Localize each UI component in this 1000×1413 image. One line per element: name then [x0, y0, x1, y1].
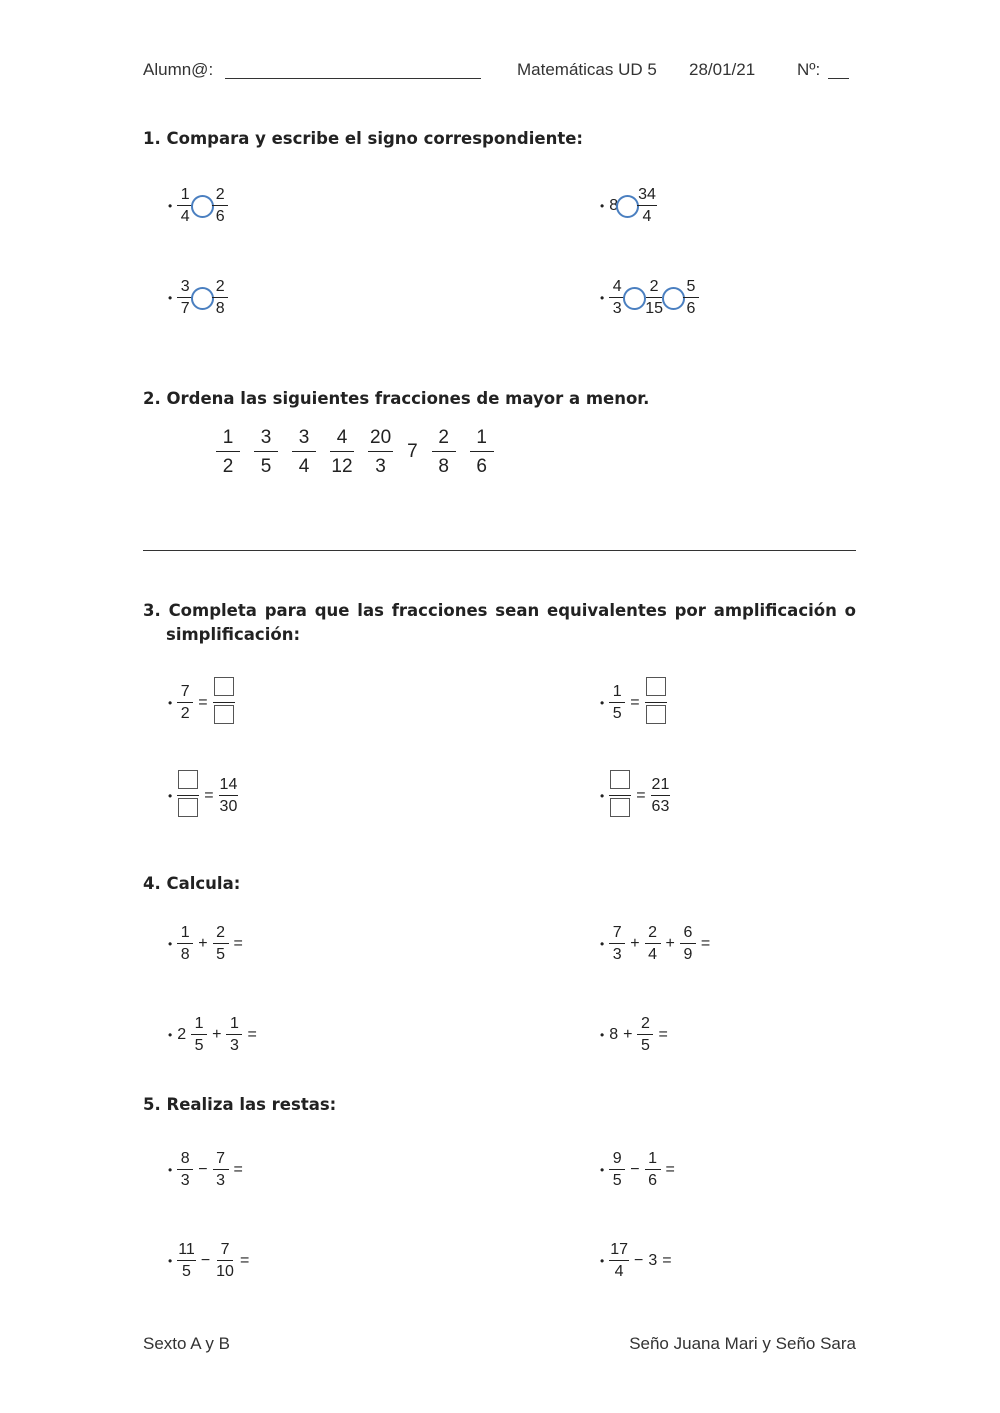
fraction: $\frac{6}{9}$	[680, 925, 696, 963]
equals-sign: =	[658, 1026, 668, 1043]
minus-sign: −	[634, 1252, 644, 1269]
equals-sign: =	[700, 935, 711, 952]
fraction: $\frac{1}{4}$	[177, 187, 193, 225]
exercise-5d	[600, 1242, 677, 1280]
fraction: $\frac{1}{2}$	[216, 428, 240, 476]
fraction: $\frac{7}{2}$	[177, 684, 193, 722]
section-1-title: 1. Compara y escribe el signo correspondiente:	[143, 129, 584, 148]
fraction: $\frac{2}{8}$	[212, 279, 228, 317]
fraction: $\frac{20}{3}$	[370, 427, 392, 477]
fraction: $\frac{17}{4}$	[610, 1241, 628, 1280]
fraction: $\frac{1}{3}$	[226, 1016, 242, 1054]
fraction: $\frac{2}{6}$	[212, 187, 228, 225]
answer-line[interactable]	[143, 533, 856, 551]
section-3-title-cont: simplificación:	[166, 625, 301, 644]
exercise-3a	[168, 677, 235, 728]
equals-sign: =	[636, 786, 646, 804]
minus-sign: −	[200, 1252, 211, 1269]
exercise-3d	[600, 770, 670, 821]
exercise-5b	[600, 1151, 680, 1189]
section-5-title: 5. Realiza las restas:	[143, 1095, 337, 1114]
fraction: $\frac{1}{8}$	[177, 925, 193, 963]
numerator-box[interactable]	[214, 677, 234, 696]
number-label: Nº:	[797, 60, 821, 79]
bullet: •	[168, 1163, 173, 1177]
bullet: •	[168, 1254, 173, 1268]
equals-sign: =	[233, 935, 243, 952]
exercise-4a	[168, 925, 248, 963]
bullet: •	[168, 788, 173, 803]
whole-number: 2	[177, 1026, 187, 1043]
whole-number: 8	[609, 1026, 619, 1043]
plus-sign: +	[630, 935, 640, 952]
fraction: $\frac{11}{5}$	[178, 1241, 195, 1280]
equals-sign: =	[662, 1252, 672, 1269]
bullet: •	[168, 1028, 173, 1042]
bullet: •	[600, 695, 605, 710]
section-2-title: 2. Ordena las siguientes fracciones de mayor a menor.	[143, 389, 650, 408]
denominator-box[interactable]	[178, 798, 198, 817]
exercise-4b	[600, 925, 715, 963]
fraction: $\frac{1}{5}$	[609, 684, 625, 722]
fraction: $\frac{4}{12}$	[331, 427, 353, 477]
fraction: $\frac{3}{7}$	[177, 279, 193, 317]
student-name-field[interactable]	[225, 61, 481, 79]
fraction: $\frac{7}{3}$	[609, 925, 625, 963]
plus-sign: +	[665, 935, 675, 952]
answer-circle[interactable]	[191, 195, 214, 218]
answer-circle[interactable]	[623, 287, 646, 310]
exercise-1b	[600, 187, 657, 225]
whole-number: 7	[407, 441, 418, 462]
date-text: 28/01/21	[689, 60, 756, 79]
bullet: •	[168, 937, 173, 951]
plus-sign: +	[198, 935, 208, 952]
fraction: $\frac{14}{30}$	[219, 775, 238, 815]
equals-sign: =	[204, 786, 214, 804]
bullet: •	[600, 199, 605, 213]
fraction: $\frac{9}{5}$	[609, 1151, 625, 1189]
denominator-box[interactable]	[610, 798, 630, 817]
equals-sign: =	[198, 693, 208, 711]
blank-fraction	[645, 677, 667, 728]
exercise-4c	[168, 1016, 262, 1054]
fraction: $\frac{2}{15}$	[645, 278, 663, 317]
fraction: $\frac{3}{4}$	[292, 428, 316, 476]
fraction: $\frac{2}{5}$	[213, 925, 229, 963]
numerator-box[interactable]	[178, 770, 198, 789]
fraction-list	[216, 428, 494, 476]
bullet: •	[168, 695, 173, 710]
exercise-1a	[168, 187, 228, 225]
fraction: $\frac{1}{6}$	[645, 1151, 661, 1189]
subject-title: Matemáticas UD 5	[517, 60, 657, 79]
footer-teachers: Seño Juana Mari y Seño Sara	[629, 1334, 856, 1353]
equals-sign: =	[630, 693, 640, 711]
minus-sign: −	[630, 1161, 640, 1178]
bullet: •	[600, 1028, 605, 1042]
fraction: $\frac{7}{3}$	[213, 1151, 229, 1189]
plus-sign: +	[212, 1026, 222, 1043]
equals-sign: =	[665, 1161, 675, 1178]
footer-class: Sexto A y B	[143, 1334, 230, 1353]
numerator-box[interactable]	[646, 677, 666, 696]
exercise-5a	[168, 1151, 248, 1189]
plus-sign: +	[623, 1026, 633, 1043]
fraction: $\frac{21}{63}$	[651, 775, 670, 815]
fraction: $\frac{4}{3}$	[609, 279, 625, 317]
exercise-3b	[600, 677, 667, 728]
fraction: $\frac{2}{8}$	[432, 428, 456, 476]
bullet: •	[168, 199, 173, 213]
exercise-1d	[600, 279, 699, 317]
fraction: $\frac{1}{5}$	[191, 1016, 207, 1054]
blank-fraction	[213, 677, 235, 728]
answer-circle[interactable]	[616, 195, 639, 218]
equals-sign: =	[239, 1252, 250, 1269]
bullet: •	[600, 1254, 605, 1268]
bullet: •	[600, 1163, 605, 1177]
fraction: $\frac{3}{5}$	[254, 428, 278, 476]
student-number-field[interactable]	[828, 61, 849, 79]
bullet: •	[600, 291, 605, 305]
whole-number: 8	[609, 197, 619, 214]
section-4-title: 4. Calcula:	[143, 874, 241, 893]
bullet: •	[600, 937, 605, 951]
equals-sign: =	[247, 1026, 257, 1043]
fraction: $\frac{2}{4}$	[645, 925, 661, 963]
fraction: $\frac{34}{4}$	[638, 186, 656, 225]
exercise-5c	[168, 1242, 254, 1280]
student-label: Alumn@:	[143, 60, 214, 79]
minus-sign: −	[198, 1161, 208, 1178]
fraction: $\frac{8}{3}$	[177, 1151, 193, 1189]
fraction: $\frac{1}{6}$	[470, 428, 494, 476]
bullet: •	[168, 291, 173, 305]
denominator-box[interactable]	[646, 705, 666, 724]
exercise-3c	[168, 770, 238, 821]
exercise-1c	[168, 279, 228, 317]
answer-circle[interactable]	[662, 287, 685, 310]
fraction: $\frac{5}{6}$	[683, 279, 699, 317]
denominator-box[interactable]	[214, 705, 234, 724]
exercise-4d	[600, 1016, 673, 1054]
blank-fraction	[177, 770, 199, 821]
section-3-title: 3. Completa para que las fracciones sean equivalentes por amplificación o	[143, 601, 856, 620]
whole-number: 3	[648, 1252, 658, 1269]
fraction: $\frac{7}{10}$	[216, 1241, 234, 1280]
answer-circle[interactable]	[191, 287, 214, 310]
numerator-box[interactable]	[610, 770, 630, 789]
bullet: •	[600, 788, 605, 803]
fraction: $\frac{2}{5}$	[637, 1016, 653, 1054]
equals-sign: =	[233, 1161, 243, 1178]
blank-fraction	[609, 770, 631, 821]
